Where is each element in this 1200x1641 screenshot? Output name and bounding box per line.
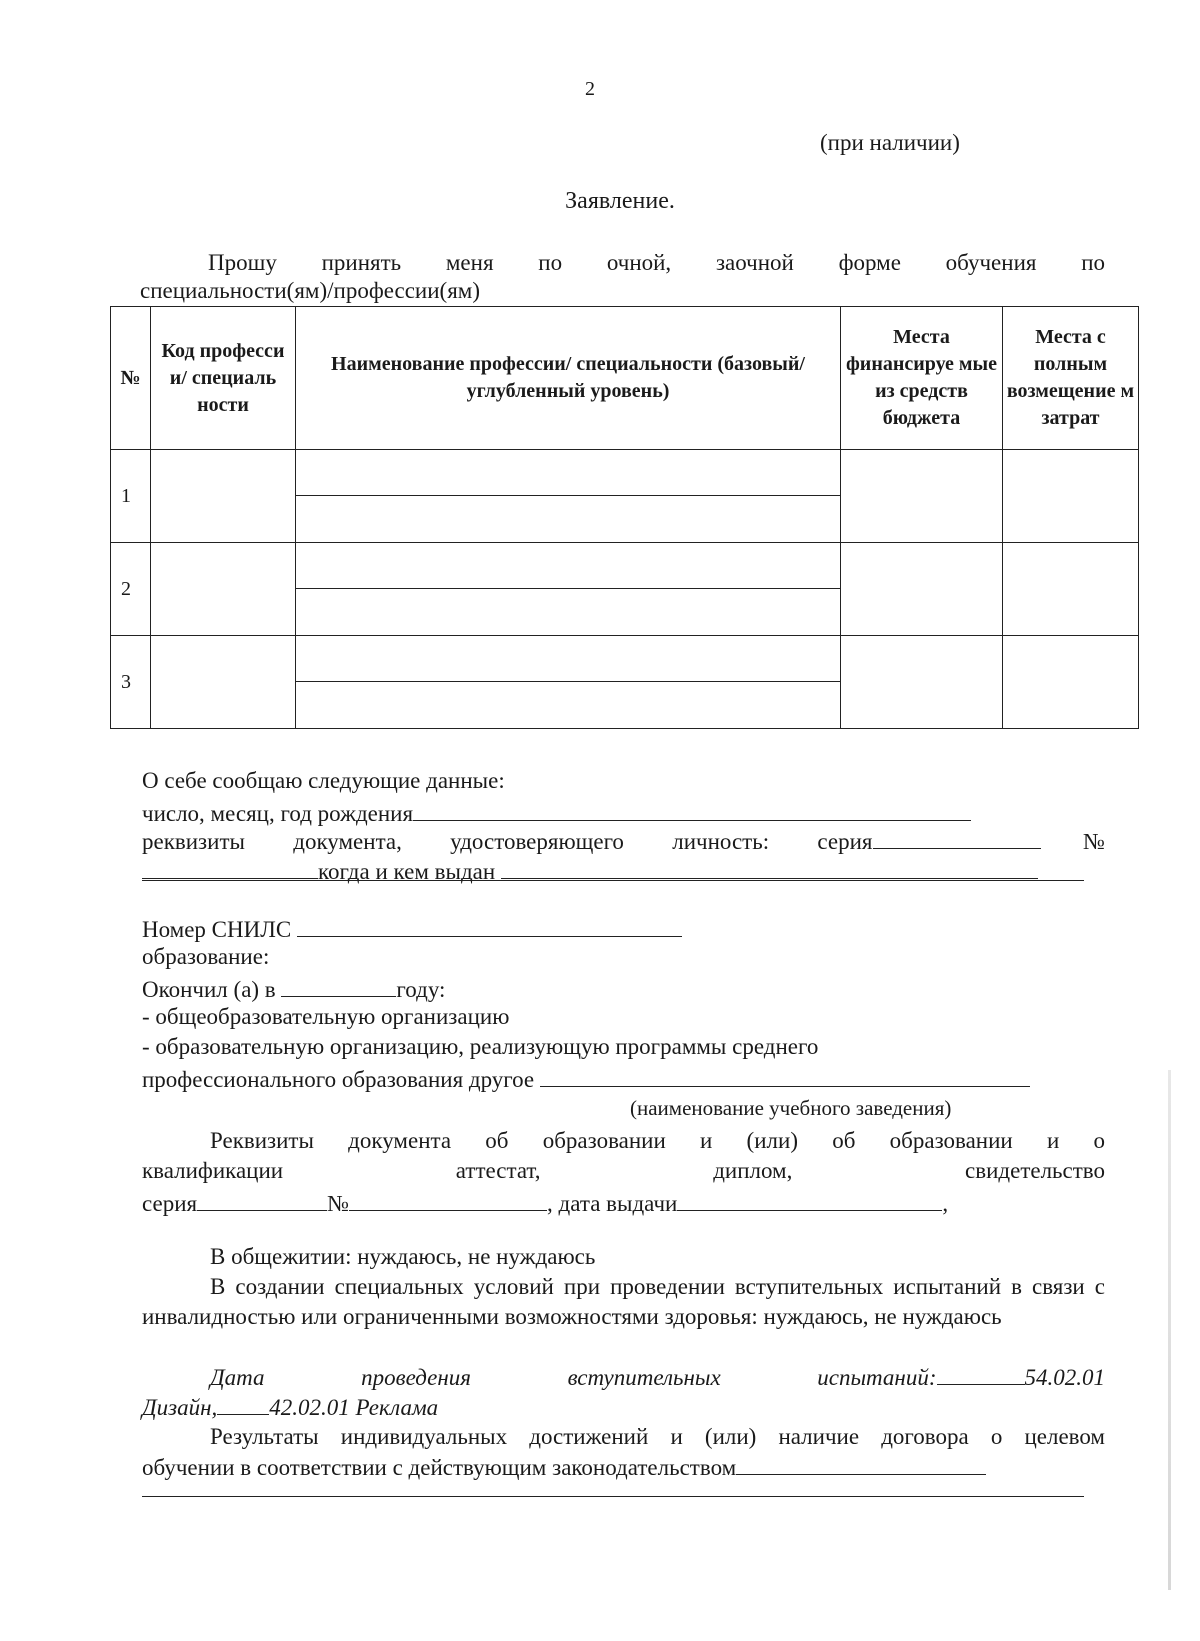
name-cell[interactable] (296, 543, 841, 636)
education-issue-date-field[interactable] (677, 1188, 942, 1211)
institution-field[interactable] (540, 1064, 1030, 1087)
option-spo-line-2: профессионального образования другое (142, 1064, 1030, 1093)
achievements-line-2: обучении в соответствии с действующим законодательством (142, 1452, 986, 1481)
table-row (111, 450, 1139, 543)
header-num: № (111, 307, 151, 450)
graduation-year-field[interactable] (281, 974, 396, 997)
code-cell[interactable] (151, 450, 296, 543)
exam-date-field-2[interactable] (217, 1392, 269, 1415)
issued-line: когда и кем выдан (142, 856, 1038, 885)
code-cell[interactable] (151, 636, 296, 729)
row-number: 2 (111, 543, 151, 636)
option-spo-line-1[interactable]: - образовательную организацию, реализующую программы среднего (142, 1034, 819, 1059)
issued-continuation-field[interactable] (142, 880, 1084, 881)
header-name: Наименование профессии/ специальности (базовый/углубленный уровень) (296, 307, 841, 450)
institution-caption: (наименование учебного заведения) (630, 1096, 952, 1120)
dormitory-line: В общежитии: нуждаюсь, не нуждаюсь (210, 1244, 596, 1269)
exam-date-field-1[interactable] (937, 1362, 1025, 1385)
row-number: 1 (111, 450, 151, 543)
header-code: Код професси и/ специаль ности (151, 307, 296, 450)
request-line-1: Прошу принять меня по очной, заочной форме обучения по (208, 250, 1106, 275)
achievements-field[interactable] (736, 1452, 986, 1475)
budget-cell[interactable] (841, 636, 1003, 729)
education-doc-line-3: серия № , дата выдачи , (142, 1188, 948, 1217)
paid-cell[interactable] (1003, 543, 1139, 636)
budget-cell[interactable] (841, 543, 1003, 636)
document-title: Заявление. (565, 188, 675, 214)
paid-cell[interactable] (1003, 450, 1139, 543)
birth-date-line: число, месяц, год рождения (142, 798, 971, 827)
graduated-line: Окончил (а) в году: (142, 974, 445, 1003)
id-document-line: реквизиты документа, удостоверяющего личность: серия № (142, 826, 1105, 857)
scan-edge-mark (1168, 1070, 1171, 1590)
education-number-field[interactable] (349, 1188, 547, 1211)
row-number: 3 (111, 636, 151, 729)
education-doc-line-1: Реквизиты документа об образовании и (или) об образовании и о (210, 1128, 1105, 1153)
id-number-field[interactable] (142, 856, 318, 879)
name-cell[interactable] (296, 636, 841, 729)
table-row (111, 543, 1139, 636)
professions-table (110, 306, 1139, 729)
exam-dates-line-1: Дата проведения вступительных испытаний: 54.02.01 (142, 1362, 1105, 1393)
personal-intro: О себе сообщаю следующие данные: (142, 768, 505, 793)
id-series-field[interactable] (873, 826, 1041, 849)
paid-cell[interactable] (1003, 636, 1139, 729)
note-if-available: (при наличии) (820, 130, 960, 155)
achievements-continuation-field[interactable] (142, 1496, 1084, 1497)
achievements-line-1: Результаты индивидуальных достижений и (или) наличие договора о целевом (210, 1424, 1105, 1449)
name-cell[interactable] (296, 450, 841, 543)
table-row (111, 636, 1139, 729)
exam-dates-line-2: Дизайн, 42.02.01 Реклама (142, 1392, 438, 1421)
special-conditions: В создании специальных условий при проведении вступительных испытаний в связи с инвалидностью или ограниченными возможностями здоровья: нуждаюсь, не нуждаюсь (142, 1274, 1105, 1329)
option-general[interactable]: - общеобразовательную организацию (142, 1004, 510, 1029)
page-number: 2 (585, 78, 595, 100)
header-paid: Места с полным возмещение м затрат (1003, 307, 1139, 450)
education-series-field[interactable] (197, 1188, 327, 1211)
header-budget: Места финансируе мые из средств бюджета (841, 307, 1003, 450)
budget-cell[interactable] (841, 450, 1003, 543)
snils-line: Номер СНИЛС (142, 914, 682, 943)
education-doc-line-2: квалификации аттестат, диплом, свидетельство (142, 1158, 1106, 1183)
birth-date-field[interactable] (413, 798, 971, 821)
request-line-2: специальности(ям)/профессии(ям) (140, 278, 480, 303)
code-cell[interactable] (151, 543, 296, 636)
snils-field[interactable] (297, 914, 682, 937)
education-label: образование: (142, 944, 270, 969)
issued-by-field[interactable] (501, 856, 1038, 879)
